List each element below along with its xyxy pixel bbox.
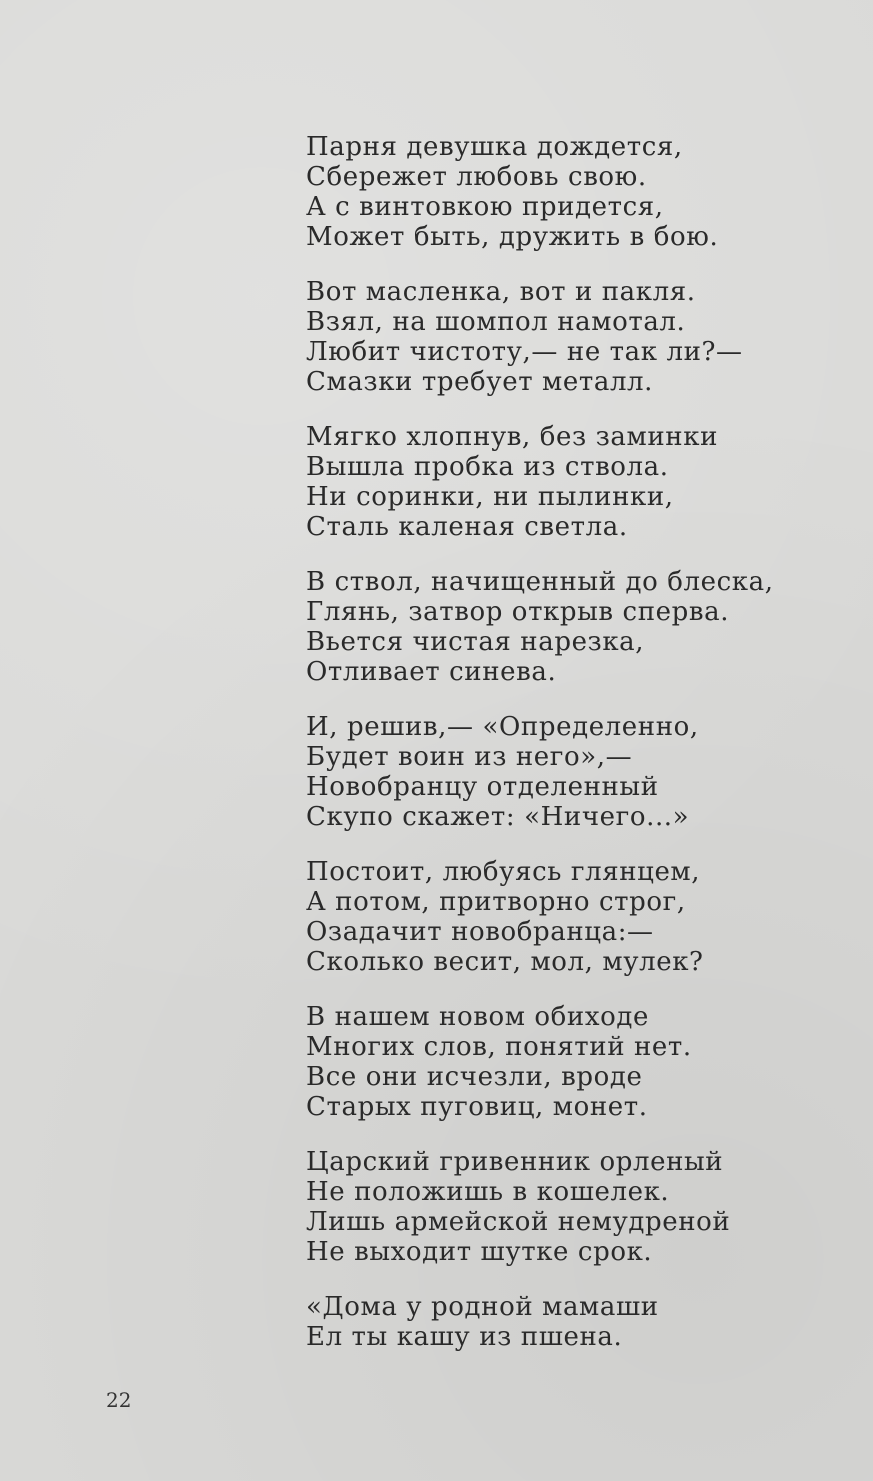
poem-line: Лишь армейской немудреной bbox=[306, 1207, 731, 1237]
poem-line: Все они исчезли, вроде bbox=[306, 1062, 643, 1092]
poem-line: Постоит, любуясь глянцем, bbox=[306, 857, 701, 887]
poem-line: Царский гривенник орленый bbox=[306, 1147, 724, 1177]
poem-line: Сталь каленая светла. bbox=[306, 512, 628, 542]
poem-line: Скупо скажет: «Ничего...» bbox=[306, 802, 690, 832]
poem-line: «Дома у родной мамаши bbox=[306, 1292, 659, 1322]
poem-line: А с винтовкою придется, bbox=[306, 192, 664, 222]
poem-line: Ел ты кашу из пшена. bbox=[306, 1322, 623, 1352]
stanza bbox=[306, 1292, 826, 1352]
poem-line: Смазки требует металл. bbox=[306, 367, 654, 397]
poem-line: Глянь, затвор открыв сперва. bbox=[306, 597, 730, 627]
stanza bbox=[306, 1002, 826, 1122]
poem-line: Вьется чистая нарезка, bbox=[306, 627, 645, 657]
poem-line: Многих слов, понятий нет. bbox=[306, 1032, 692, 1062]
stanza bbox=[306, 712, 826, 832]
poem-line: Будет воин из него»,— bbox=[306, 742, 633, 772]
stanza bbox=[306, 422, 826, 542]
stanza bbox=[306, 1147, 826, 1267]
poem-line: Не выходит шутке срок. bbox=[306, 1237, 653, 1267]
poem-line: Сбережет любовь свою. bbox=[306, 162, 647, 192]
poem-line: Отливает синева. bbox=[306, 657, 557, 687]
poem-line: Не положишь в кошелек. bbox=[306, 1177, 670, 1207]
poem-line: В ствол, начищенный до блеска, bbox=[306, 567, 774, 597]
poem-line: И, решив,— «Определенно, bbox=[306, 712, 699, 742]
poem-line: Парня девушка дождется, bbox=[306, 132, 683, 162]
poem-line: Любит чистоту,— не так ли?— bbox=[306, 337, 743, 367]
poem-line: Взял, на шомпол намотал. bbox=[306, 307, 686, 337]
poem-line: Вот масленка, вот и пакля. bbox=[306, 277, 696, 307]
stanza bbox=[306, 567, 826, 687]
poem-line: Вышла пробка из ствола. bbox=[306, 452, 669, 482]
poem-line: А потом, притворно строг, bbox=[306, 887, 686, 917]
stanza bbox=[306, 277, 826, 397]
poem-line: Мягко хлопнув, без заминки bbox=[306, 422, 718, 452]
poem-line: Может быть, дружить в бою. bbox=[306, 222, 719, 252]
poem bbox=[306, 132, 826, 1377]
poem-line: Озадачит новобранца:— bbox=[306, 917, 654, 947]
poem-line: Сколько весит, мол, мулек? bbox=[306, 947, 704, 977]
stanza bbox=[306, 132, 826, 252]
poem-line: В нашем новом обиходе bbox=[306, 1002, 649, 1032]
poem-line: Новобранцу отделенный bbox=[306, 772, 659, 802]
stanza bbox=[306, 857, 826, 977]
poem-line: Ни соринки, ни пылинки, bbox=[306, 482, 674, 512]
page-number: 22 bbox=[106, 1388, 132, 1412]
poem-line: Старых пуговиц, монет. bbox=[306, 1092, 648, 1122]
